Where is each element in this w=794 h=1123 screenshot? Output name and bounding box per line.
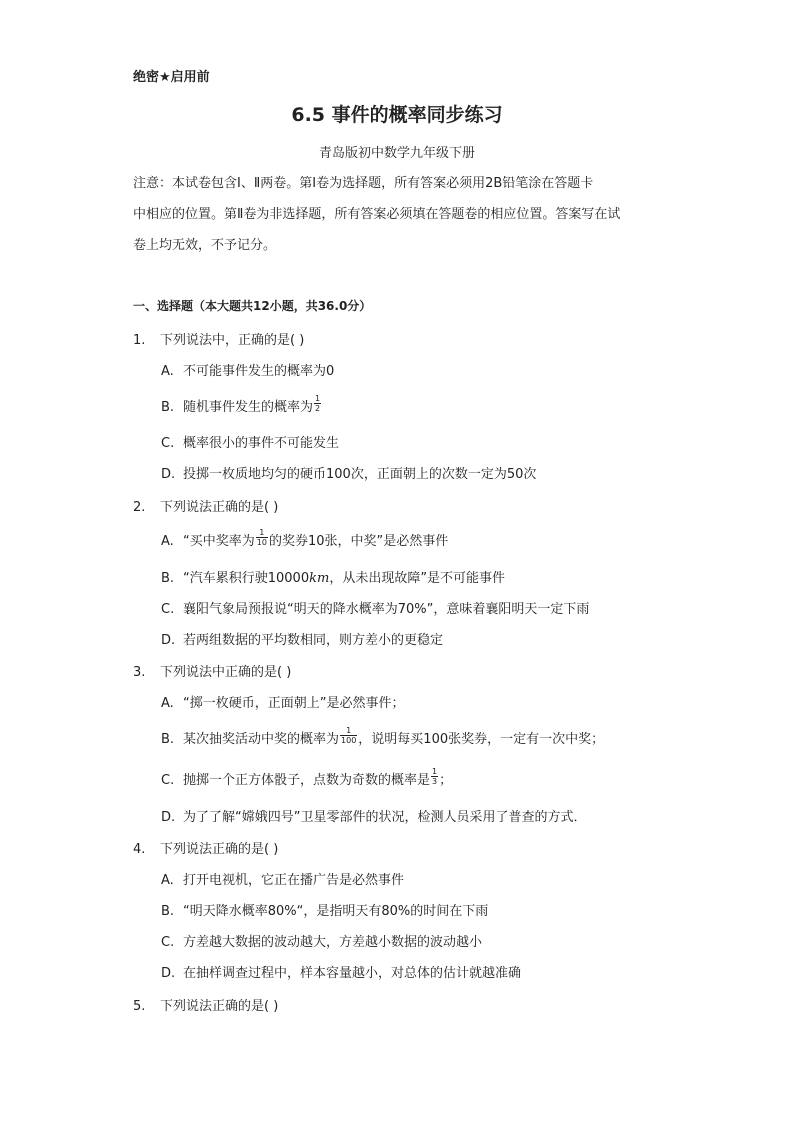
option	[161, 598, 589, 617]
option	[161, 692, 404, 711]
option	[161, 806, 586, 825]
option-text: “掷一枚硬币，正面朝上”是必然事件；	[183, 696, 405, 711]
fraction-denominator: 3	[432, 777, 438, 786]
question-number: 1.	[133, 333, 146, 348]
fraction-numerator: 1	[432, 767, 438, 776]
option-letter: A.	[161, 534, 174, 549]
question-number: 3.	[133, 665, 146, 680]
option-text: 在抽样调查过程中，样本容量越小，对总体的估计就越准确	[183, 966, 522, 981]
option	[161, 530, 448, 551]
option-text: 随机事件发生的概率为	[183, 400, 314, 415]
option-text: 投掷一枚质地均匀的硬币100次，正面朝上的次数一定为50次	[183, 467, 537, 482]
option-text: 为了了解“嫦娥四号”卫星零部件的状况，检测人员采用了普查的方式．	[183, 810, 587, 825]
option-letter: D.	[161, 467, 176, 482]
question-number: 5.	[133, 999, 146, 1014]
question-2	[133, 496, 278, 515]
option	[161, 728, 604, 749]
option-text: “明天降水概率80%“，是指明天有80%的时间在下雨	[183, 904, 489, 919]
option-letter: B.	[161, 571, 175, 586]
option	[161, 432, 339, 451]
option	[161, 629, 443, 648]
option	[161, 396, 322, 417]
page-title: 6.5 事件的概率同步练习	[291, 104, 503, 126]
option-letter: C.	[161, 436, 175, 451]
fraction	[431, 767, 438, 786]
question-number: 4.	[133, 842, 146, 857]
option-text: 抛掷一个正方体骰子，点数为奇数的概率是	[183, 773, 431, 788]
option-text: 的奖券10张，中奖”是必然事件	[268, 534, 449, 549]
notice-line: 卷上均无效，不予记分。	[133, 238, 277, 253]
option-letter: A.	[161, 873, 174, 888]
question-4	[133, 838, 278, 857]
question-3	[133, 661, 291, 680]
fraction-numerator: 1	[315, 394, 321, 403]
option	[161, 567, 505, 586]
question-stem: 下列说法正确的是( )	[160, 999, 279, 1014]
fraction-numerator: 1	[340, 726, 357, 736]
option-text: ，从未出现故障”是不可能事件	[329, 571, 506, 586]
option-letter: D.	[161, 966, 176, 981]
option-text: ，说明每买100张奖券，一定有一次中奖；	[358, 732, 605, 747]
option-letter: D.	[161, 810, 176, 825]
option	[161, 769, 452, 790]
option-letter: B.	[161, 904, 175, 919]
option-letter: B.	[161, 400, 175, 415]
question-5	[133, 995, 278, 1014]
option-letter: A.	[161, 696, 174, 711]
option-text: 若两组数据的平均数相同，则方差小的更稳定	[183, 633, 444, 648]
fraction-denominator: 10	[256, 538, 267, 547]
option-letter: C.	[161, 602, 175, 617]
option-letter: D.	[161, 633, 176, 648]
fraction-denominator: 2	[315, 404, 321, 413]
question-stem: 下列说法中正确的是( )	[160, 665, 292, 680]
option-letter: C.	[161, 935, 175, 950]
option-text: 概率很小的事件不可能发生	[183, 436, 340, 451]
fraction-numerator: 1	[256, 528, 268, 538]
fraction	[314, 394, 321, 413]
question-stem: 下列说法正确的是( )	[160, 842, 279, 857]
option-text: 某次抽奖活动中奖的概率为	[183, 732, 340, 747]
option-text: “买中奖率为	[183, 534, 255, 549]
option-letter: B.	[161, 732, 175, 747]
fraction-denominator: 100	[341, 736, 357, 745]
notice	[133, 168, 663, 261]
secret-label: 绝密★启用前	[133, 70, 210, 85]
option	[161, 900, 488, 919]
fraction	[340, 726, 357, 745]
question-1	[133, 329, 304, 348]
option-text: “汽车累积行驶10000	[183, 571, 310, 586]
option-text: 襄阳气象局预报说“明天的降水概率为70%”，意味着襄阳明天一定下雨	[183, 602, 590, 617]
option-letter: C.	[161, 773, 175, 788]
question-stem: 下列说法正确的是( )	[160, 500, 279, 515]
option	[161, 360, 334, 379]
page-subtitle: 青岛版初中数学九年级下册	[318, 146, 475, 161]
notice-line: 中相应的位置。第Ⅱ卷为非选择题，所有答案必须填在答题卷的相应位置。答案写在试	[133, 207, 621, 222]
option	[161, 463, 536, 482]
option-letter: A.	[161, 364, 174, 379]
notice-line: 注意：本试卷包含Ⅰ、Ⅱ两卷。第Ⅰ卷为选择题，所有答案必须用2B铅笔涂在答题卡	[133, 176, 594, 191]
option-text: 方差越大数据的波动越大，方差越小数据的波动越小	[183, 935, 483, 950]
option-text: 不可能事件发生的概率为0	[183, 364, 335, 379]
section-heading: 一、选择题（本大题共12小题，共36.0分）	[133, 299, 372, 313]
option-text: ；	[439, 773, 453, 788]
question-number: 2.	[133, 500, 146, 515]
option	[161, 869, 404, 888]
unit-text: km	[309, 571, 330, 586]
fraction	[256, 528, 268, 547]
question-stem: 下列说法中，正确的是( )	[160, 333, 305, 348]
option	[161, 931, 482, 950]
option	[161, 962, 521, 981]
option-text: 打开电视机，它正在播广告是必然事件	[183, 873, 405, 888]
